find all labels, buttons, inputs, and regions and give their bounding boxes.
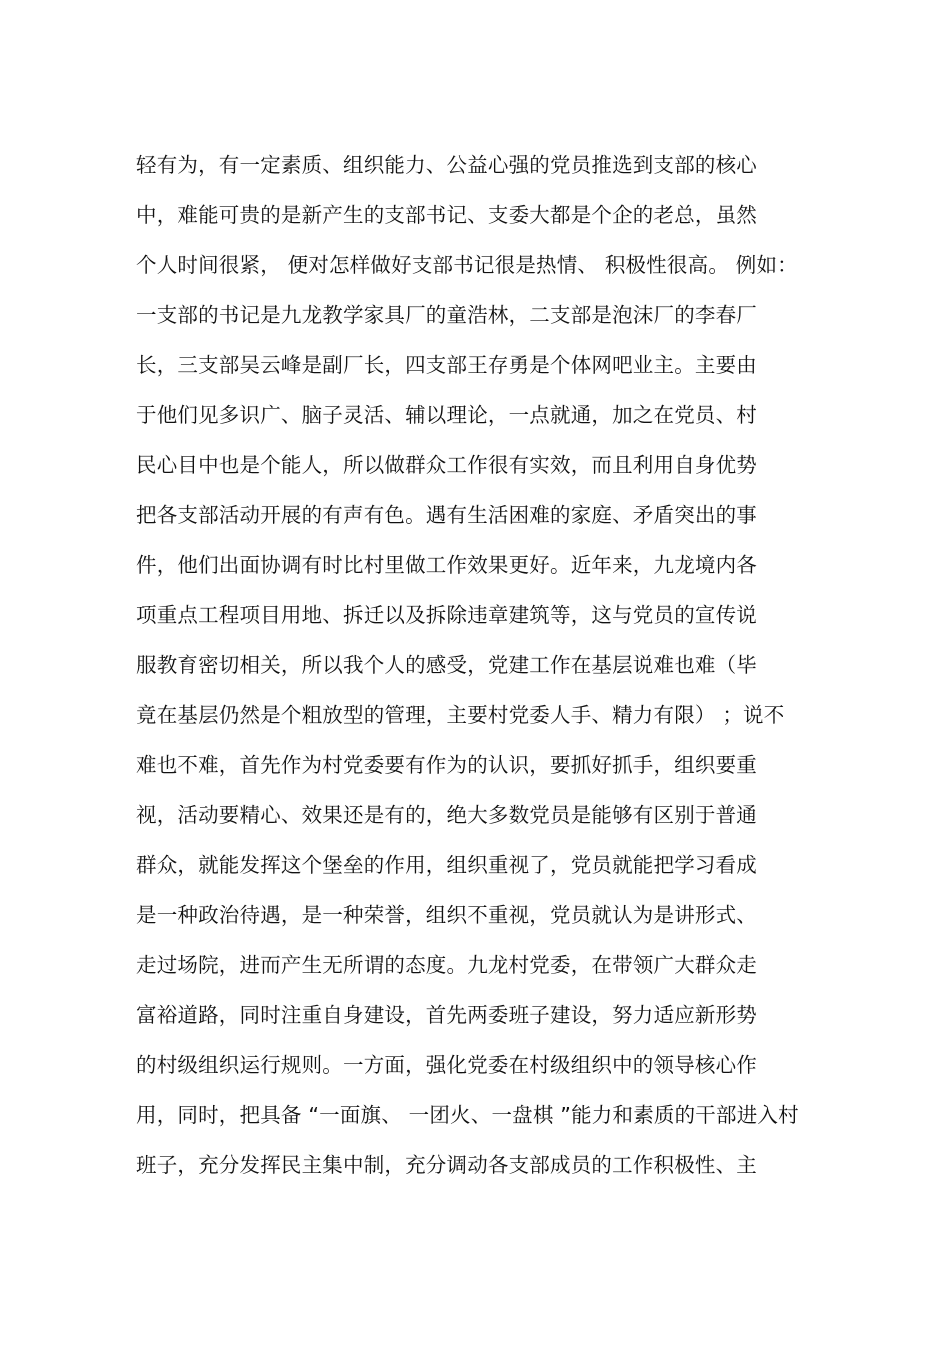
text-line: 轻有为，有一定素质、组织能力、公益心强的党员推选到支部的核心 (136, 153, 757, 177)
text-line: 长，三支部吴云峰是副厂长，四支部王存勇是个体网吧业主。主要由 (136, 353, 757, 377)
text-line: 一支部的书记是九龙教学家具厂的童浩林，二支部是泡沫厂的李春厂 (136, 303, 757, 327)
text-line: 项重点工程项目用地、拆迁以及拆除违章建筑等，这与党员的宣传说 (136, 603, 757, 627)
text-line: 视，活动要精心、效果还是有的，绝大多数党员是能够有区别于普通 (136, 803, 757, 827)
text-line: 服教育密切相关，所以我个人的感受，党建工作在基层说难也难（毕 (136, 653, 757, 677)
text-line: 民心目中也是个能人，所以做群众工作很有实效，而且利用自身优势 (136, 453, 757, 477)
text-line: 竟在基层仍然是个粗放型的管理，主要村党委人手、精力有限） ；说不 (136, 703, 785, 727)
text-line: 的村级组织运行规则。一方面，强化党委在村级组织中的领导核心作 (136, 1053, 757, 1077)
text-line: 用，同时，把具备 “一面旗、 一团火、一盘棋 ”能力和素质的干部进入村 (136, 1103, 799, 1127)
text-line: 走过场院，进而产生无所谓的态度。九龙村党委，在带领广大群众走 (136, 953, 757, 977)
text-line: 把各支部活动开展的有声有色。遇有生活困难的家庭、矛盾突出的事 (136, 503, 757, 527)
text-line: 于他们见多识广、脑子灵活、辅以理论，一点就通，加之在党员、村 (136, 403, 757, 427)
text-line: 群众，就能发挥这个堡垒的作用，组织重视了，党员就能把学习看成 (136, 853, 757, 877)
text-line: 难也不难，首先作为村党委要有作为的认识，要抓好抓手，组织要重 (136, 753, 757, 777)
text-line: 班子，充分发挥民主集中制，充分调动各支部成员的工作积极性、主 (136, 1153, 757, 1177)
text-line: 个人时间很紧， 便对怎样做好支部书记很是热情、 积极性很高。 例如： (136, 253, 798, 277)
text-line: 富裕道路，同时注重自身建设，首先两委班子建设，努力适应新形势 (136, 1003, 757, 1027)
text-line: 是一种政治待遇，是一种荣誉，组织不重视，党员就认为是讲形式、 (136, 903, 757, 927)
body-text (136, 146, 826, 1196)
text-line: 件，他们出面协调有时比村里做工作效果更好。近年来，九龙境内各 (136, 553, 757, 577)
text-line: 中，难能可贵的是新产生的支部书记、支委大都是个企的老总，虽然 (136, 203, 757, 227)
